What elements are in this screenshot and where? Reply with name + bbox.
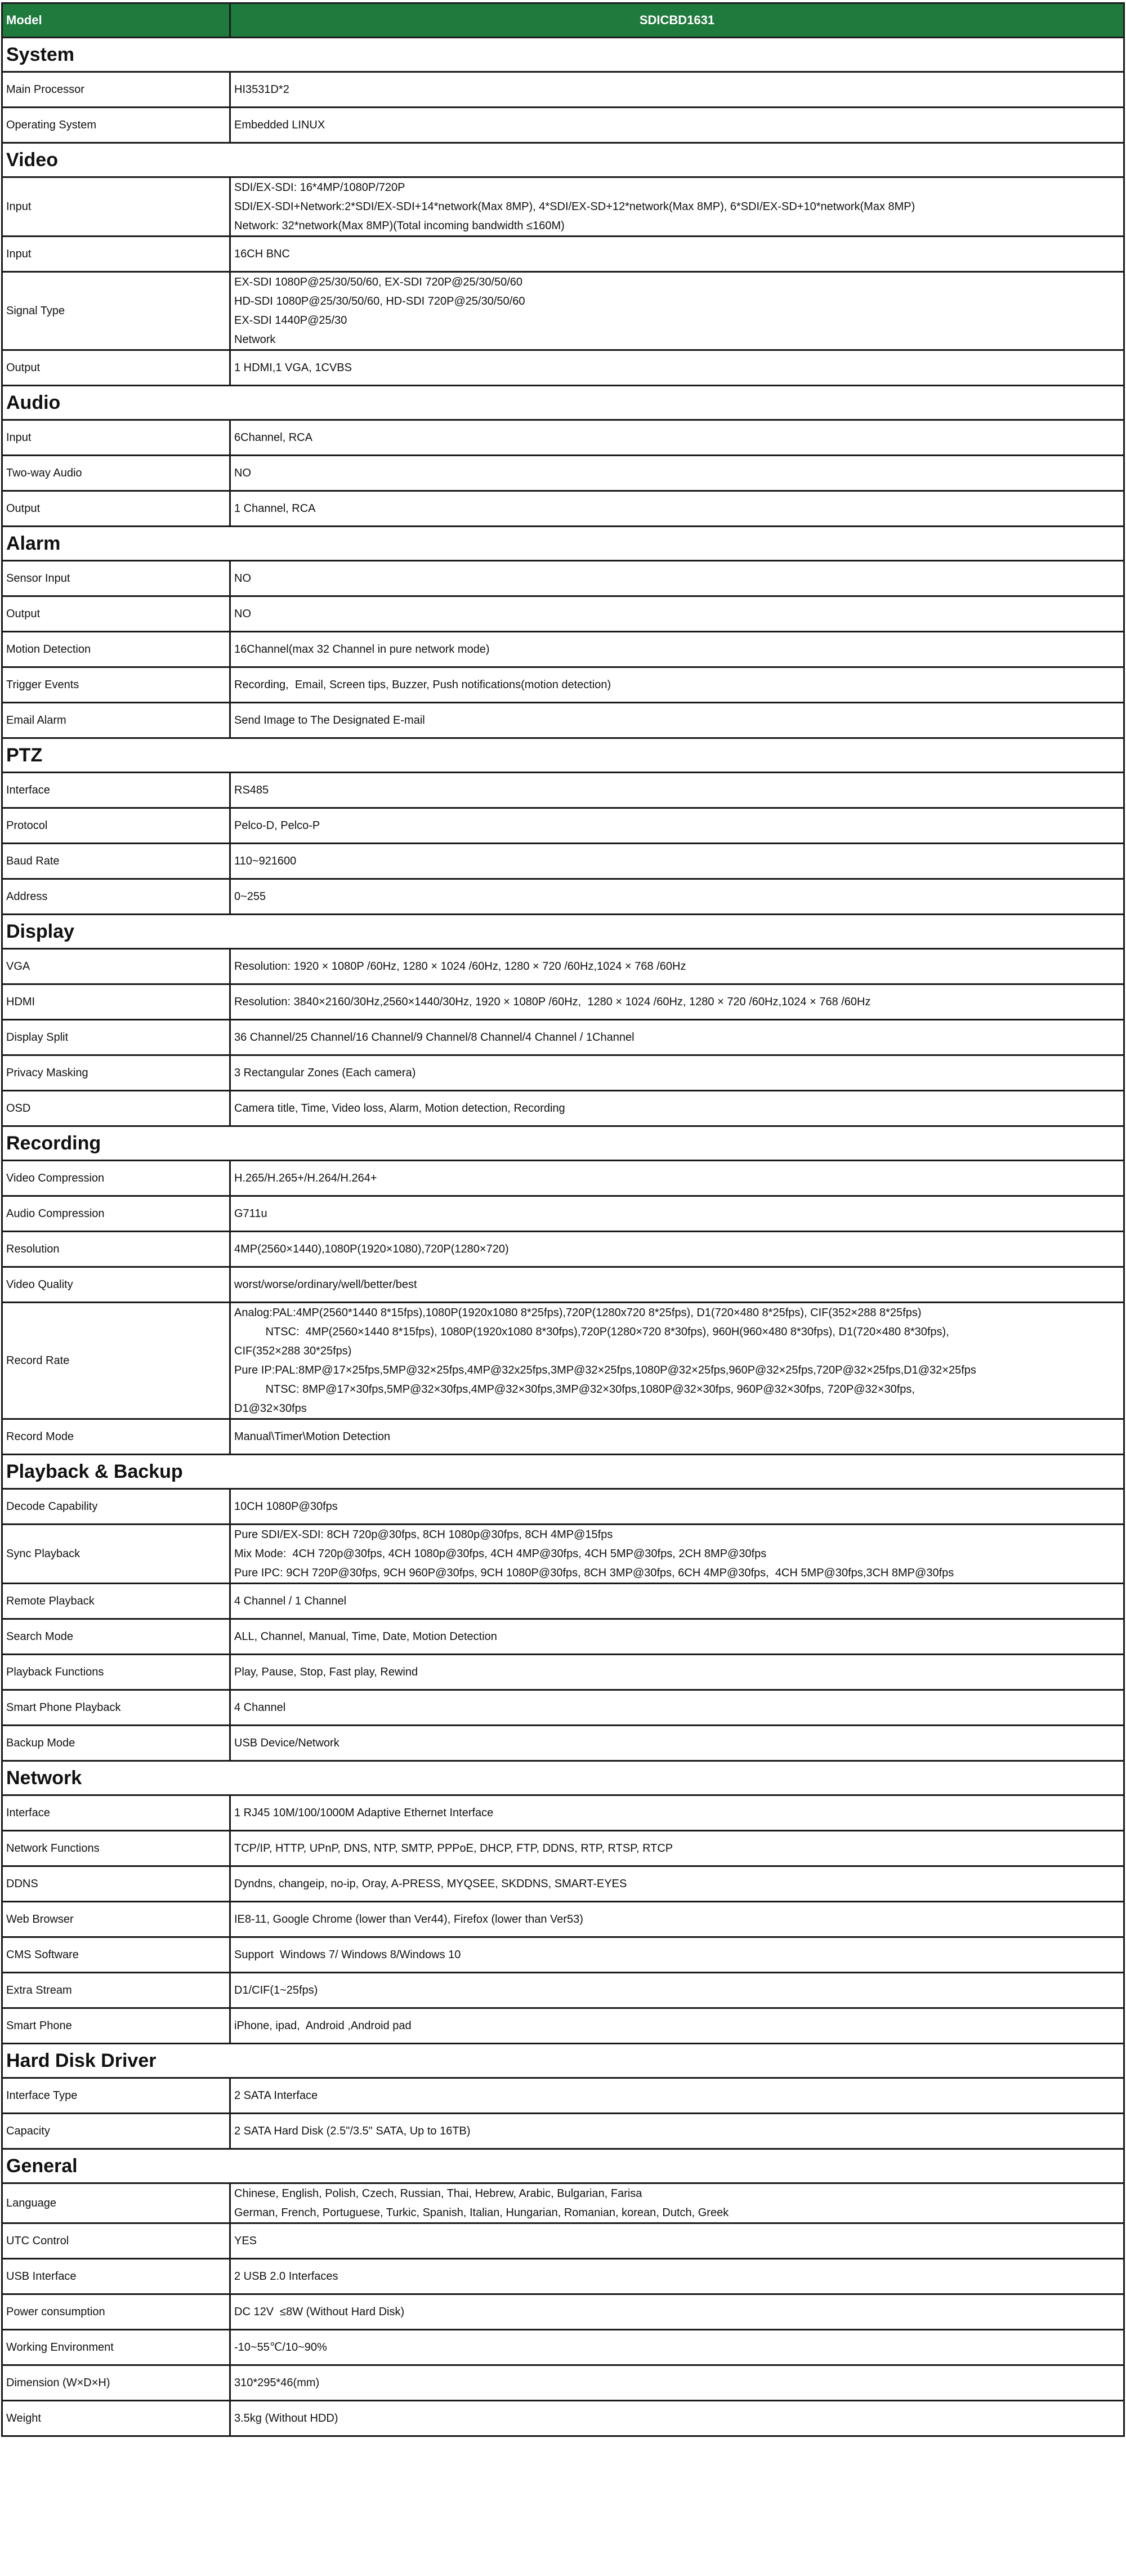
spec-row (2, 1866, 1124, 1902)
spec-value-line: TCP/IP, HTTP, UPnP, DNS, NTP, SMTP, PPPoE, DHCP, FTP, DDNS, RTP, RTSP, RTCP (234, 1842, 673, 1855)
spec-label: HDMI (2, 984, 230, 1020)
spec-value-line: 3 Rectangular Zones (Each camera) (234, 1067, 416, 1079)
spec-value (230, 177, 1124, 237)
spec-row (2, 1303, 1124, 1419)
section-title: PTZ (2, 738, 1124, 773)
section-title: General (2, 2149, 1124, 2183)
spec-row (2, 1726, 1124, 1761)
spec-row (2, 773, 1124, 808)
section-title: Video (2, 143, 1124, 177)
spec-row (2, 1267, 1124, 1303)
spec-label: Capacity (2, 2114, 230, 2149)
spec-row (2, 2365, 1124, 2401)
spec-row (2, 1525, 1124, 1584)
spec-label: DDNS (2, 1866, 230, 1902)
spec-value-line: 2 USB 2.0 Interfaces (234, 2270, 338, 2283)
spec-row (2, 2183, 1124, 2223)
spec-value-line: 16Channel(max 32 Channel in pure network mode) (234, 643, 490, 656)
section-audio (2, 386, 1124, 420)
spec-value-line: NTSC: 8MP@17×30fps,5MP@32×30fps,4MP@32×30fps,3MP@32×30fps,1080P@32×30fps, 960P@32×30fps, 720P@32×30fps, (234, 1383, 915, 1396)
spec-row (2, 2114, 1124, 2149)
spec-row (2, 632, 1124, 667)
spec-value-line: 2 SATA Interface (234, 2089, 318, 2102)
spec-value-line: 1 HDMI,1 VGA, 1CVBS (234, 362, 352, 374)
section-system (2, 38, 1124, 72)
spec-value (230, 1690, 1124, 1726)
spec-row (2, 1795, 1124, 1831)
spec-value-line: NO (234, 467, 251, 479)
section-title: Recording (2, 1126, 1124, 1161)
spec-value-line: USB Device/Network (234, 1737, 339, 1749)
spec-value-line: D1/CIF(1~25fps) (234, 1984, 318, 1996)
section-recording (2, 1126, 1124, 1161)
spec-value-line: RS485 (234, 784, 269, 796)
spec-label: Input (2, 420, 230, 456)
spec-label: Privacy Masking (2, 1055, 230, 1091)
spec-value-line: Embedded LINUX (234, 119, 325, 131)
spec-row (2, 596, 1124, 632)
spec-value-line: 4MP(2560×1440),1080P(1920×1080),720P(1280×720) (234, 1243, 509, 1255)
spec-value-line: HI3531D*2 (234, 83, 289, 96)
spec-label: Output (2, 350, 230, 386)
spec-value-line: D1@32×30fps (234, 1402, 307, 1415)
spec-value-line: 110~921600 (234, 855, 297, 867)
spec-value (230, 2183, 1124, 2223)
spec-value (230, 1303, 1124, 1419)
spec-label: Baud Rate (2, 844, 230, 879)
spec-value (230, 1902, 1124, 1937)
spec-row (2, 1937, 1124, 1973)
spec-row (2, 1619, 1124, 1655)
spec-value (230, 2078, 1124, 2114)
section-title: Alarm (2, 527, 1124, 561)
spec-label: Video Quality (2, 1267, 230, 1303)
spec-value (230, 1267, 1124, 1303)
spec-value-line: DC 12V ≤8W (Without Hard Disk) (234, 2306, 405, 2318)
spec-value-line: 0~255 (234, 890, 266, 903)
section-alarm (2, 527, 1124, 561)
spec-row (2, 1091, 1124, 1126)
spec-value-line: SDI/EX-SDI: 16*4MP/1080P/720P (234, 181, 405, 194)
spec-label: VGA (2, 949, 230, 984)
spec-label: Interface (2, 773, 230, 808)
spec-label: Dimension (W×D×H) (2, 2365, 230, 2401)
spec-value-line: NO (234, 572, 251, 585)
section-title: System (2, 38, 1124, 72)
section-title: Audio (2, 386, 1124, 420)
spec-row (2, 1055, 1124, 1091)
spec-value (230, 879, 1124, 915)
model-label: Model (2, 3, 230, 38)
spec-label: OSD (2, 1091, 230, 1126)
spec-row (2, 949, 1124, 984)
spec-label: Smart Phone (2, 2008, 230, 2044)
spec-label: Remote Playback (2, 1584, 230, 1619)
spec-row (2, 1831, 1124, 1866)
spec-value-line: 16CH BNC (234, 248, 290, 260)
spec-row (2, 1489, 1124, 1525)
spec-value (230, 2365, 1124, 2401)
spec-value (230, 984, 1124, 1020)
spec-label: Display Split (2, 1020, 230, 1055)
spec-value-line: Mix Mode: 4CH 720p@30fps, 4CH 1080p@30fps, 4CH 4MP@30fps, 4CH 5MP@30fps, 2CH 8MP@30fps (234, 1548, 767, 1560)
spec-row (2, 2294, 1124, 2330)
spec-value-line: CIF(352×288 30*25fps) (234, 1345, 352, 1357)
spec-row (2, 491, 1124, 527)
spec-label: USB Interface (2, 2259, 230, 2294)
header-row (2, 3, 1124, 38)
spec-value (230, 2008, 1124, 2044)
spec-label: Protocol (2, 808, 230, 844)
section-general (2, 2149, 1124, 2183)
spec-row (2, 1419, 1124, 1455)
spec-value-line: Dyndns, changeip, no-ip, Oray, A-PRESS, MYQSEE, SKDDNS, SMART-EYES (234, 1878, 627, 1890)
spec-value (230, 2294, 1124, 2330)
section-display (2, 915, 1124, 949)
spec-label: Power consumption (2, 2294, 230, 2330)
spec-value (230, 1161, 1124, 1196)
spec-value (230, 773, 1124, 808)
spec-label: Language (2, 2183, 230, 2223)
section-title: Playback & Backup (2, 1455, 1124, 1489)
spec-row (2, 456, 1124, 491)
spec-row (2, 844, 1124, 879)
spec-value (230, 237, 1124, 272)
spec-label: Audio Compression (2, 1196, 230, 1232)
spec-label: Search Mode (2, 1619, 230, 1655)
spec-row (2, 420, 1124, 456)
spec-row (2, 1161, 1124, 1196)
spec-value-line: Camera title, Time, Video loss, Alarm, Motion detection, Recording (234, 1102, 565, 1115)
spec-label: Motion Detection (2, 632, 230, 667)
spec-value-line: EX-SDI 1440P@25/30 (234, 314, 347, 327)
spec-value (230, 2223, 1124, 2259)
spec-value (230, 72, 1124, 108)
spec-value (230, 491, 1124, 527)
spec-value (230, 2114, 1124, 2149)
spec-value-line: Pure SDI/EX-SDI: 8CH 720p@30fps, 8CH 1080p@30fps, 8CH 4MP@15fps (234, 1528, 613, 1541)
spec-row (2, 72, 1124, 108)
spec-label: Record Rate (2, 1303, 230, 1419)
spec-value-line: G711u (234, 1207, 267, 1220)
spec-value-line: 2 SATA Hard Disk (2.5"/3.5" SATA, Up to 16TB) (234, 2125, 471, 2137)
spec-value (230, 632, 1124, 667)
spec-value-line: Network: 32*network(Max 8MP)(Total incoming bandwidth ≤160M) (234, 220, 565, 232)
spec-value-line: Chinese, English, Polish, Czech, Russian, Thai, Hebrew, Arabic, Bulgarian, Farisa (234, 2187, 642, 2200)
spec-value-line: 310*295*46(mm) (234, 2377, 320, 2389)
spec-value-line: Play, Pause, Stop, Fast play, Rewind (234, 1666, 418, 1678)
spec-label: Output (2, 596, 230, 632)
spec-label: UTC Control (2, 2223, 230, 2259)
spec-label: Two-way Audio (2, 456, 230, 491)
spec-row (2, 350, 1124, 386)
spec-row (2, 1196, 1124, 1232)
spec-value (230, 1584, 1124, 1619)
spec-label: Resolution (2, 1232, 230, 1267)
spec-row (2, 1902, 1124, 1937)
spec-value (230, 420, 1124, 456)
spec-row (2, 272, 1124, 350)
spec-label: Record Mode (2, 1419, 230, 1455)
spec-value (230, 1973, 1124, 2008)
spec-row (2, 1973, 1124, 2008)
spec-label: Sync Playback (2, 1525, 230, 1584)
spec-value (230, 456, 1124, 491)
spec-value-line: -10~55℃/10~90% (234, 2341, 327, 2354)
model-value: SDICBD1631 (230, 3, 1124, 38)
spec-value (230, 1726, 1124, 1761)
section-hard-disk-driver (2, 2044, 1124, 2078)
spec-label: Interface (2, 1795, 230, 1831)
spec-value-line: 4 Channel / 1 Channel (234, 1595, 347, 1607)
spec-table (1, 2, 1125, 2437)
spec-label: Input (2, 237, 230, 272)
spec-value (230, 1196, 1124, 1232)
spec-label: Network Functions (2, 1831, 230, 1866)
spec-row (2, 703, 1124, 738)
spec-value (230, 108, 1124, 143)
spec-value (230, 1831, 1124, 1866)
spec-value-line: iPhone, ipad, Android ,Android pad (234, 2020, 412, 2032)
spec-value (230, 667, 1124, 703)
spec-row (2, 561, 1124, 596)
spec-label: Extra Stream (2, 1973, 230, 2008)
spec-value (230, 1232, 1124, 1267)
spec-value-line: IE8-11, Google Chrome (lower than Ver44), Firefox (lower than Ver53) (234, 1913, 583, 1926)
spec-row (2, 2259, 1124, 2294)
spec-value (230, 1866, 1124, 1902)
spec-value-line: 1 Channel, RCA (234, 502, 316, 515)
spec-row (2, 2078, 1124, 2114)
spec-row (2, 984, 1124, 1020)
spec-row (2, 237, 1124, 272)
spec-row (2, 1690, 1124, 1726)
spec-value-line: Send Image to The Designated E-mail (234, 714, 425, 727)
spec-row (2, 1584, 1124, 1619)
spec-value-line: Resolution: 3840×2160/30Hz,2560×1440/30Hz, 1920 × 1080P /60Hz, 1280 × 1024 /60Hz, 1280 × 720 /60Hz,1024 × 768 /60Hz (234, 996, 871, 1008)
spec-value (230, 1525, 1124, 1584)
spec-label: Working Environment (2, 2330, 230, 2365)
spec-row (2, 2330, 1124, 2365)
section-title: Display (2, 915, 1124, 949)
spec-label: Email Alarm (2, 703, 230, 738)
spec-value-line: Pelco-D, Pelco-P (234, 819, 320, 832)
spec-row (2, 1655, 1124, 1690)
spec-value (230, 2259, 1124, 2294)
spec-row (2, 2008, 1124, 2044)
spec-label: Weight (2, 2401, 230, 2436)
spec-row (2, 1232, 1124, 1267)
section-title: Hard Disk Driver (2, 2044, 1124, 2078)
spec-table-body (2, 3, 1124, 2436)
spec-label: Address (2, 879, 230, 915)
spec-value-line: 10CH 1080P@30fps (234, 1500, 338, 1513)
spec-label: Smart Phone Playback (2, 1690, 230, 1726)
spec-label: Web Browser (2, 1902, 230, 1937)
spec-value (230, 808, 1124, 844)
spec-row (2, 667, 1124, 703)
spec-label: Interface Type (2, 2078, 230, 2114)
spec-label: Output (2, 491, 230, 527)
spec-value (230, 1020, 1124, 1055)
spec-value (230, 703, 1124, 738)
spec-row (2, 879, 1124, 915)
spec-value-line: EX-SDI 1080P@25/30/50/60, EX-SDI 720P@25/30/50/60 (234, 276, 523, 288)
spec-value (230, 2330, 1124, 2365)
spec-value (230, 272, 1124, 350)
spec-value-line: 36 Channel/25 Channel/16 Channel/9 Channel/8 Channel/4 Channel / 1Channel (234, 1031, 635, 1044)
spec-value-line: worst/worse/ordinary/well/better/best (234, 1278, 417, 1291)
section-network (2, 1761, 1124, 1795)
spec-label: Backup Mode (2, 1726, 230, 1761)
spec-value (230, 1419, 1124, 1455)
spec-value (230, 1795, 1124, 1831)
spec-value (230, 561, 1124, 596)
spec-value-line: 1 RJ45 10M/100/1000M Adaptive Ethernet Interface (234, 1807, 494, 1819)
spec-value-line: YES (234, 2235, 257, 2247)
spec-value-line: Network (234, 333, 276, 346)
spec-value (230, 1055, 1124, 1091)
spec-label: Trigger Events (2, 667, 230, 703)
spec-value-line: SDI/EX-SDI+Network:2*SDI/EX-SDI+14*network(Max 8MP), 4*SDI/EX-SD+12*network(Max 8MP), 6*SDI/EX-SD+10*network(Max 8MP) (234, 200, 915, 213)
section-title: Network (2, 1761, 1124, 1795)
spec-label: Video Compression (2, 1161, 230, 1196)
spec-value (230, 1489, 1124, 1525)
spec-value-line: Recording, Email, Screen tips, Buzzer, Push notifications(motion detection) (234, 679, 611, 691)
spec-label: Operating System (2, 108, 230, 143)
spec-label: Sensor Input (2, 561, 230, 596)
spec-value-line: 6Channel, RCA (234, 431, 312, 444)
spec-value-line: H.265/H.265+/H.264/H.264+ (234, 1172, 377, 1184)
spec-value (230, 949, 1124, 984)
spec-value (230, 1619, 1124, 1655)
spec-row (2, 2401, 1124, 2436)
spec-value-line: Resolution: 1920 × 1080P /60Hz, 1280 × 1024 /60Hz, 1280 × 720 /60Hz,1024 × 768 /60Hz (234, 960, 686, 973)
spec-value-line: ALL, Channel, Manual, Time, Date, Motion Detection (234, 1630, 497, 1643)
spec-value-line: Pure IP:PAL:8MP@17×25fps,5MP@32×25fps,4MP@32x25fps,3MP@32×25fps,1080P@32×25fps,960P@32×25fps,720P@32×25fps,D1@32×25fps (234, 1364, 976, 1376)
spec-label: Main Processor (2, 72, 230, 108)
spec-value-line: NTSC: 4MP(2560×1440 8*15fps), 1080P(1920x1080 8*30fps),720P(1280×720 8*30fps), 960H(960×480 8*30fps), D1(720×480 8*30fps), (234, 1326, 949, 1338)
spec-value (230, 596, 1124, 632)
spec-label: CMS Software (2, 1937, 230, 1973)
spec-value-line: Manual\Timer\Motion Detection (234, 1430, 391, 1443)
spec-value (230, 350, 1124, 386)
spec-row (2, 108, 1124, 143)
spec-value (230, 844, 1124, 879)
spec-value (230, 2401, 1124, 2436)
spec-value-line: German, French, Portuguese, Turkic, Spanish, Italian, Hungarian, Romanian, korean, Dutch, Greek (234, 2207, 729, 2219)
spec-value (230, 1655, 1124, 1690)
section-video (2, 143, 1124, 177)
section-playback-backup (2, 1455, 1124, 1489)
spec-row (2, 808, 1124, 844)
spec-value-line: HD-SDI 1080P@25/30/50/60, HD-SDI 720P@25/30/50/60 (234, 295, 525, 307)
spec-label: Playback Functions (2, 1655, 230, 1690)
spec-label: Signal Type (2, 272, 230, 350)
spec-row (2, 177, 1124, 237)
spec-label: Input (2, 177, 230, 237)
spec-value (230, 1091, 1124, 1126)
spec-value-line: Pure IPC: 9CH 720P@30fps, 9CH 960P@30fps, 9CH 1080P@30fps, 8CH 3MP@30fps, 6CH 4MP@30fps, 4CH 5MP@30fps,3CH 8MP@30fps (234, 1567, 954, 1579)
spec-label: Decode Capability (2, 1489, 230, 1525)
spec-row (2, 2223, 1124, 2259)
spec-value-line: 4 Channel (234, 1701, 286, 1714)
spec-value-line: NO (234, 608, 251, 620)
spec-row (2, 1020, 1124, 1055)
spec-value-line: 3.5kg (Without HDD) (234, 2412, 338, 2425)
spec-value-line: Analog:PAL:4MP(2560*1440 8*15fps),1080P(1920x1080 8*25fps),720P(1280x720 8*25fps), D1(720×480 8*25fps), CIF(352×288 8*25fps) (234, 1307, 922, 1319)
section-ptz (2, 738, 1124, 773)
spec-value-line: Support Windows 7/ Windows 8/Windows 10 (234, 1949, 461, 1961)
spec-value (230, 1937, 1124, 1973)
